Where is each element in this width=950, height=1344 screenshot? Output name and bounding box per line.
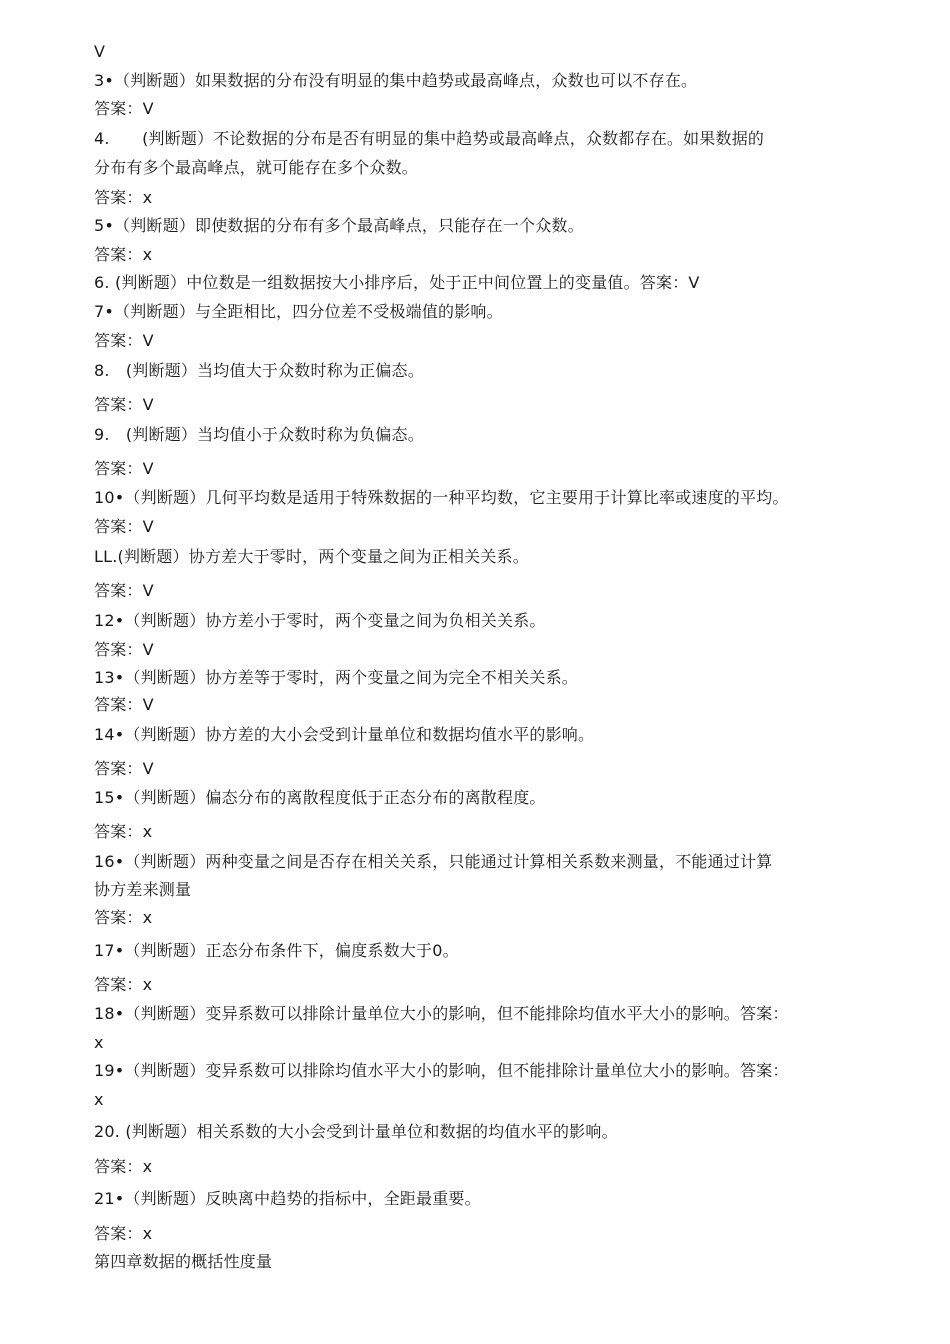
answer-18: x [94, 1033, 104, 1052]
answer-21: 答案：x [94, 1224, 153, 1243]
answer-3: 答案：V [94, 99, 154, 118]
answer-7: 答案：V [94, 331, 154, 350]
question-4-continued: 分布有多个最高峰点，就可能存在多个众数。 [94, 158, 419, 177]
question-8: 8. (判断题）当均值大于众数时称为正偏态。 [94, 361, 424, 380]
question-16: 16•（判断题）两种变量之间是否存在相关关系，只能通过计算相关系数来测量，不能通过计算 [94, 852, 773, 871]
question-10: 10•（判断题）几何平均数是适用于特殊数据的一种平均数，它主要用于计算比率或速度的平均。 [94, 488, 789, 507]
answer-8: 答案：V [94, 395, 154, 414]
question-6: 6. (判断题）中位数是一组数据按大小排序后，处于正中间位置上的变量值。答案：V [94, 273, 700, 292]
question-9: 9. (判断题）当均值小于众数时称为负偏态。 [94, 425, 424, 444]
question-12: 12•（判断题）协方差小于零时，两个变量之间为负相关关系。 [94, 611, 546, 630]
answer-16: 答案：x [94, 908, 153, 927]
question-20: 20. (判断题）相关系数的大小会受到计量单位和数据的均值水平的影响。 [94, 1122, 618, 1141]
answer-19: x [94, 1090, 104, 1109]
answer-14: 答案：V [94, 759, 154, 778]
question-15: 15•（判断题）偏态分布的离散程度低于正态分布的离散程度。 [94, 788, 546, 807]
question-7: 7•（判断题）与全距相比，四分位差不受极端值的影响。 [94, 302, 503, 321]
answer-17: 答案：x [94, 975, 153, 994]
answer-10: 答案：V [94, 517, 154, 536]
answer-12: 答案：V [94, 640, 154, 659]
question-16-continued: 协方差来测量 [94, 880, 192, 899]
text-line: V [94, 42, 106, 61]
question-4: 4. (判断题）不论数据的分布是否有明显的集中趋势或最高峰点，众数都存在。如果数据的 [94, 129, 765, 148]
question-19: 19•（判断题）变异系数可以排除均值水平大小的影响，但不能排除计量单位大小的影响。答案： [94, 1061, 789, 1080]
question-17: 17•（判断题）正态分布条件下，偏度系数大于0。 [94, 941, 459, 960]
answer-20: 答案：x [94, 1157, 153, 1176]
answer-9: 答案：V [94, 459, 154, 478]
question-14: 14•（判断题）协方差的大小会受到计量单位和数据均值水平的影响。 [94, 725, 595, 744]
answer-11: 答案：V [94, 581, 154, 600]
question-5: 5•（判断题）即使数据的分布有多个最高峰点，只能存在一个众数。 [94, 216, 584, 235]
question-11: LL.(判断题）协方差大于零时，两个变量之间为正相关关系。 [94, 547, 529, 566]
question-3: 3•（判断题）如果数据的分布没有明显的集中趋势或最高峰点，众数也可以不存在。 [94, 71, 698, 90]
answer-5: 答案：x [94, 245, 153, 264]
question-13: 13•（判断题）协方差等于零时，两个变量之间为完全不相关关系。 [94, 668, 578, 687]
question-18: 18•（判断题）变异系数可以排除计量单位大小的影响，但不能排除均值水平大小的影响。答案： [94, 1004, 789, 1023]
question-21: 21•（判断题）反映离中趋势的指标中，全距最重要。 [94, 1189, 481, 1208]
answer-15: 答案：x [94, 822, 153, 841]
chapter-heading: 第四章数据的概括性度量 [94, 1252, 273, 1271]
answer-4: 答案：x [94, 188, 153, 207]
answer-13: 答案：V [94, 695, 154, 714]
